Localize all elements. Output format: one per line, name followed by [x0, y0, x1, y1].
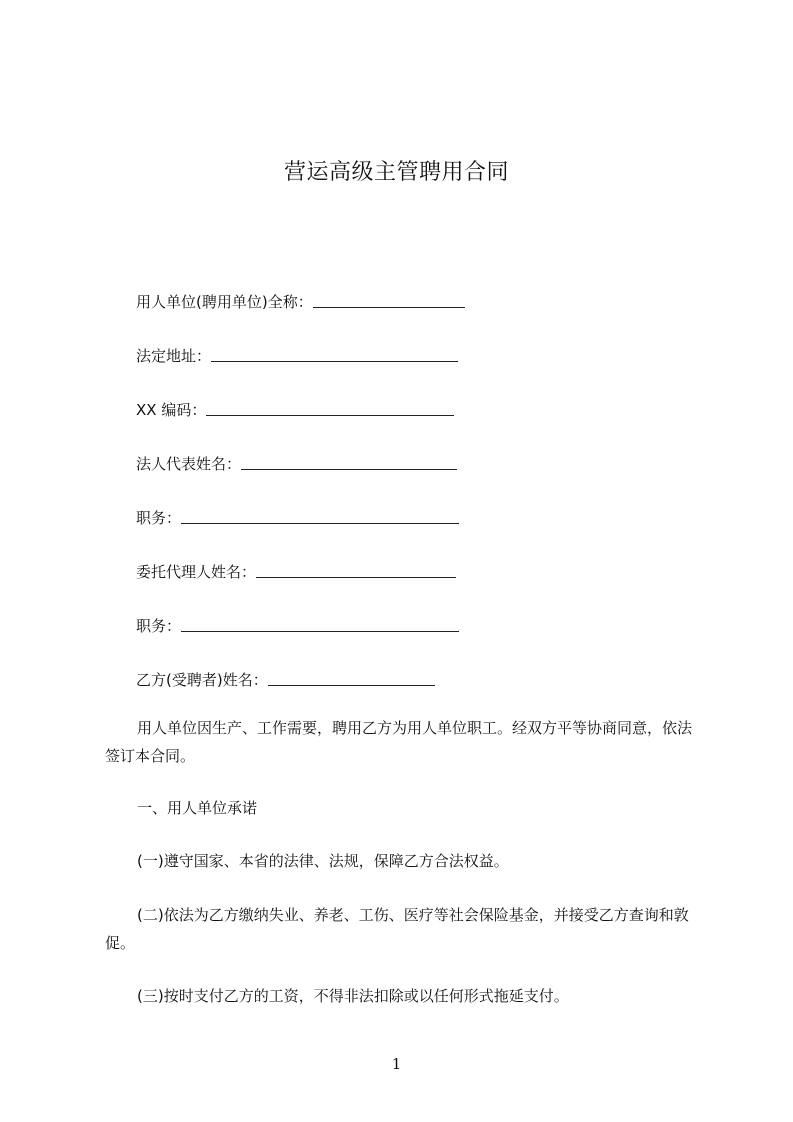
section-heading: 一、用人单位承诺 [137, 799, 258, 817]
blank-line [181, 630, 459, 632]
blank-line [256, 576, 456, 578]
field-label: 用人单位(聘用单位)全称： [136, 293, 313, 311]
field-label: XX 编码： [136, 401, 207, 419]
field-label: 委托代理人姓名： [136, 563, 257, 581]
clause-3: (三)按时支付乙方的工资，不得非法扣除或以任何形式拖延支付。 [137, 987, 569, 1005]
blank-line [181, 522, 459, 524]
field-legal-representative [136, 452, 457, 474]
blank-line [206, 414, 454, 416]
document-title: 营运高级主管聘用合同 [283, 159, 509, 185]
blank-line [241, 468, 457, 470]
blank-line [313, 306, 465, 308]
intro-paragraph: 用人单位因生产、工作需要，聘用乙方为用人单位职工。经双方平等协商同意，依法签订本合同。 [105, 719, 693, 765]
clause-2: (二)依法为乙方缴纳失业、养老、工伤、医疗等社会保险基金，并接受乙方查询和敦促。 [105, 906, 689, 952]
field-employee-name [136, 668, 435, 690]
field-legal-address [136, 344, 458, 366]
blank-line [211, 360, 458, 362]
field-label: 乙方(受聘者)姓名： [136, 671, 268, 689]
clause-1: (一)遵守国家、本省的法律、法规，保障乙方合法权益。 [137, 852, 509, 870]
field-label: 法定地址： [136, 347, 212, 365]
field-label: 法人代表姓名： [136, 455, 242, 473]
page-number: 1 [391, 1055, 402, 1073]
blank-line [268, 684, 435, 686]
field-agent-name [136, 560, 456, 582]
field-position-2 [136, 614, 459, 636]
field-label: 职务： [136, 617, 182, 635]
field-code [136, 398, 454, 420]
field-employer-name [136, 290, 465, 312]
field-label: 职务： [136, 509, 182, 527]
field-position-1 [136, 506, 459, 528]
